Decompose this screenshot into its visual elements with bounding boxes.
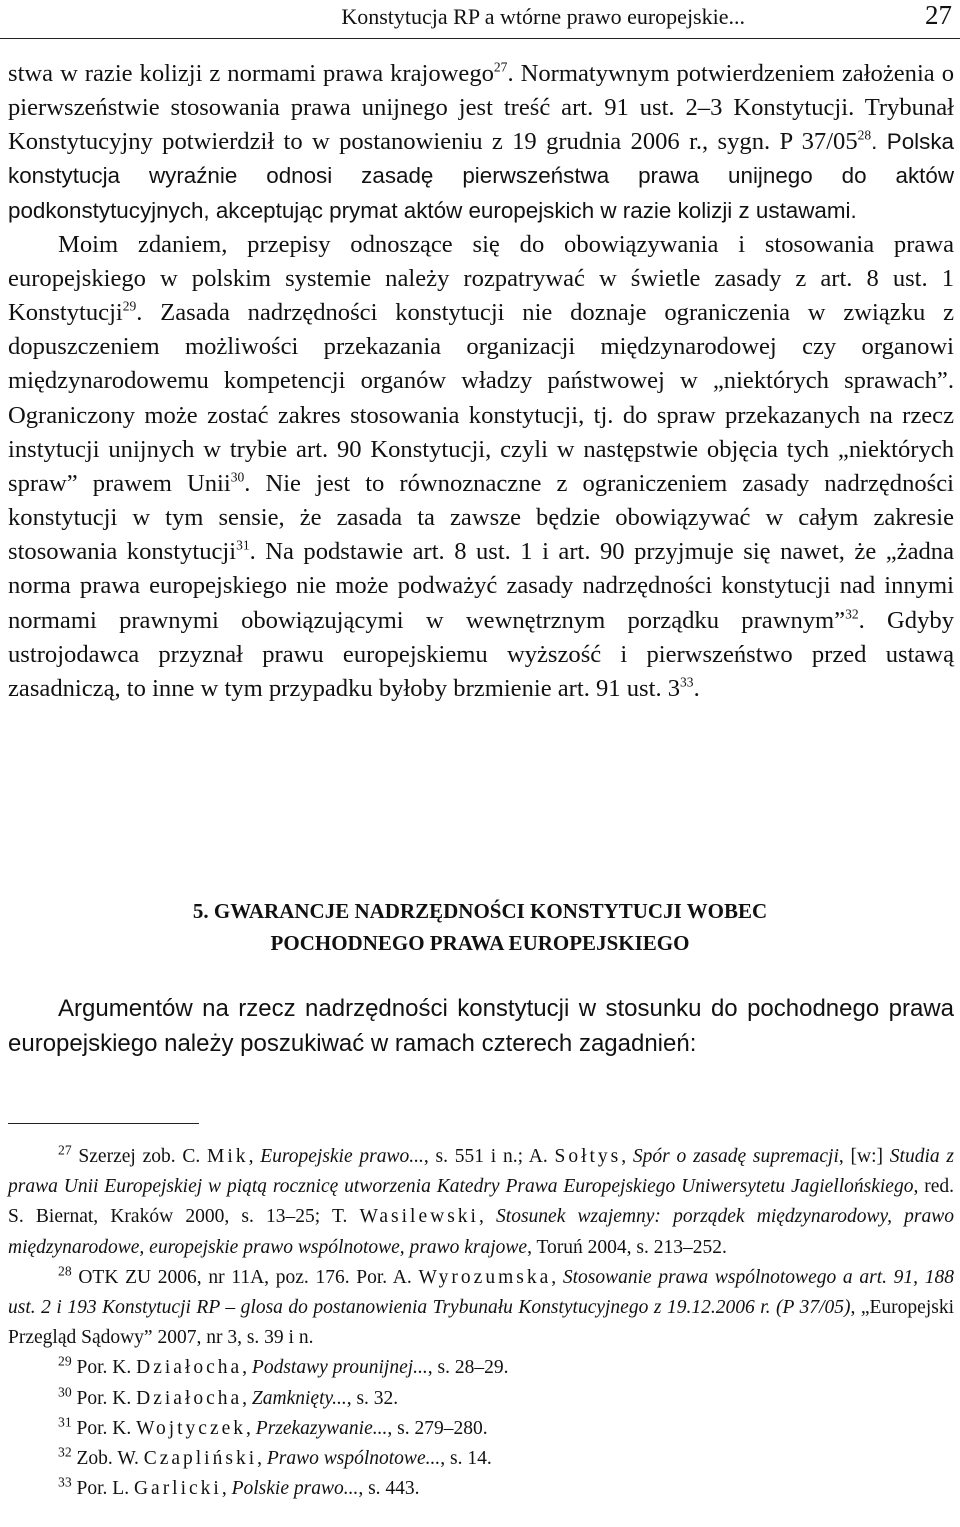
footnote-number: 28: [58, 1263, 72, 1279]
footnote-ref-28[interactable]: 28: [857, 127, 872, 143]
footnote-ref-30[interactable]: 30: [230, 469, 245, 485]
work-title: Polskie prawo...: [231, 1478, 359, 1500]
text-run: . Na podstawie art. 8 ust. 1 i art. 90 przyjmuje się nawet, że „żadna norma prawa europejskiego nie może podważyć zasady nadrzędności konstytucji nad innymi normami prawnymi obowiązującymi w wewnętrznym porządku prawnym”: [8, 538, 955, 634]
footnote-27: [8, 1142, 954, 1263]
author-name: Sołtys: [554, 1146, 622, 1167]
footnote-number: 33: [58, 1474, 72, 1490]
footnote-text: ,: [551, 1266, 563, 1288]
footnote-text: Por. K.: [76, 1417, 137, 1439]
footnote-text: Zob. W.: [76, 1448, 144, 1470]
page-number: 27: [925, 0, 952, 30]
author-name: Czapliński: [143, 1448, 258, 1470]
footnote-text: ,: [246, 1417, 256, 1439]
footnote-number: 29: [58, 1353, 72, 1369]
footnote-number: 32: [58, 1444, 72, 1460]
author-name: Garlicki: [133, 1478, 222, 1500]
footnote-text: ,: [478, 1206, 497, 1228]
footnote-number: 30: [58, 1384, 72, 1400]
footnote-30: [8, 1384, 954, 1414]
section-heading-line-2: POCHODNEGO PRAWA EUROPEJSKIEGO: [270, 931, 690, 955]
author-name: Wasilewski: [359, 1206, 479, 1228]
running-title: Konstytucja RP a wtórne prawo europejskie...: [341, 4, 745, 29]
footnote-text: Por. K.: [76, 1357, 137, 1379]
footnote-text: ,: [242, 1357, 252, 1379]
section-heading-line-1: 5. GWARANCJE NADRZĘDNOŚCI KONSTYTUCJI WOBEC: [192, 899, 768, 923]
text-run: . Zasada nadrzędności konstytucji nie doznaje ograniczenia w związku z dopuszczeniem możliwości przekazania organizacji międzynarodowej czy organowi międzynarodowemu kompetencji organów władzy państwowej w „niektórych sprawach”. Ograniczony może zostać zakres stosowania konstytucji, tj. do spraw przekazanych na rzecz instytucji unijnych w trybie art. 90 Konstytucji, czyli w następstwie objęcia tych „niektórych spraw” prawem Unii: [8, 299, 954, 497]
work-title: Przekazywanie...: [255, 1417, 388, 1439]
footnote-ref-33[interactable]: 33: [680, 674, 694, 690]
footnote-text: OTK ZU 2006, nr 11A, poz. 176. Por. A.: [78, 1266, 419, 1288]
text-run: . Normatywnym potwierdzeniem założenia o pierwszeństwie stosowania prawa unijnego jest treść art. 91 ust. 2–3 Konstytucji. Trybunał Konstytucyjny potwierdził to w postanowieniu z 19 grudnia 2006 r., sygn. P 37/05: [8, 60, 954, 156]
footnote-text: , red. S. Biernat, Kraków 2000, s. 13–25; T.: [8, 1176, 955, 1228]
footnote-text: , s. 443.: [358, 1478, 420, 1500]
footnote-text: , Toruń 2004, s. 213–252.: [527, 1236, 727, 1258]
footnote-text: , [w:]: [838, 1146, 890, 1167]
author-name: Wojtyczek: [136, 1417, 247, 1439]
work-title: Prawo wspólnotowe...: [266, 1448, 441, 1470]
work-title: Stosunek wzajemny: porządek międzynarodowy, prawo międzynarodowe, europejskie prawo wspólnotowe, prawo krajowe: [8, 1206, 955, 1258]
paragraph-2: [8, 228, 954, 706]
author-name: Wyrozumska: [418, 1266, 552, 1288]
author-name: Działocha: [136, 1387, 243, 1409]
work-title: Europejskie prawo...: [260, 1146, 424, 1167]
text-run: stwa w razie kolizji z normami prawa krajowego: [8, 60, 494, 87]
footnote-29: [8, 1353, 954, 1383]
text-run: . Nie jest to równoznaczne z ograniczeniem zasady nadrzędności konstytucji w tym sensie, że zasada ta zawsze będzie obowiązywać w całym zakresie stosowania konstytucji: [8, 469, 954, 566]
footnote-text: , s. 14.: [440, 1448, 492, 1470]
footnote-text: ,: [257, 1448, 267, 1470]
section-intro: [8, 991, 954, 1061]
text-run: Moim zdaniem, przepisy odnoszące się do obowiązywania i stosowania prawa europejskiego w polskim systemie należy rozpatrywać w świetle zasady z art. 8 ust. 1 Konstytucji: [8, 230, 954, 327]
footnote-text: , s. 28–29.: [427, 1357, 509, 1379]
paragraph-1: [8, 57, 954, 228]
running-header: [0, 0, 960, 39]
section-heading: [0, 895, 960, 959]
footnote-text: ,: [242, 1387, 252, 1409]
text-run: . Polska konstytucja wyraźnie odnosi zasadę pierwszeństwa prawa unijnego do aktów podkonstytucyjnych, akceptując prymat aktów europejskich w razie kolizji z ustawami.: [8, 129, 954, 223]
intro-paragraph: Argumentów na rzecz nadrzędności konstytucji w stosunku do pochodnego prawa europejskiego należy poszukiwać w ramach czterech zagadnień:: [8, 995, 954, 1057]
footnote-ref-32[interactable]: 32: [845, 605, 859, 621]
footnote-text: , s. 32.: [346, 1387, 399, 1409]
footnote-text: ,: [221, 1478, 232, 1500]
footnote-text: , s. 551 i n.; A.: [423, 1146, 555, 1167]
work-title: Studia z prawa Unii Europejskiej w piątą rocznicę utworzenia Katedry Prawa Europejskiego Uniwersytetu Jagiellońskiego: [8, 1146, 954, 1198]
main-text: [8, 57, 954, 706]
work-title: Stosowanie prawa wspólnotowego a art. 91, 188 ust. 2 i 193 Konstytucji RP – glosa do postanowienia Trybunału Konstytucyjnego z 19.12.2006 r. (P 37/05): [8, 1266, 955, 1319]
footnote-number: 27: [58, 1142, 72, 1158]
footnote-33: [8, 1474, 954, 1504]
footnote-ref-31[interactable]: 31: [236, 537, 250, 553]
footnote-text: Por. K.: [76, 1387, 137, 1409]
footnote-32: [8, 1444, 954, 1474]
footnote-text: Szerzej zob. C.: [78, 1146, 208, 1167]
footnote-28: [8, 1263, 954, 1354]
footnote-ref-27[interactable]: 27: [493, 59, 508, 75]
footnote-number: 31: [58, 1414, 72, 1430]
author-name: Działocha: [136, 1357, 243, 1379]
footnote-31: [8, 1414, 954, 1444]
footnote-text: , „Europejski Przegląd Sądowy” 2007, nr 3, s. 39 i n.: [8, 1297, 955, 1349]
work-title: Zamknięty...: [251, 1387, 347, 1409]
footnote-divider: [8, 1123, 199, 1124]
work-title: Spór o zasadę supremacji: [632, 1146, 839, 1167]
footnote-ref-29[interactable]: 29: [122, 298, 137, 314]
footnote-text: ,: [248, 1146, 261, 1167]
work-title: Podstawy prounijnej...: [251, 1357, 428, 1379]
author-name: Mik: [207, 1146, 249, 1167]
footnotes: [8, 1142, 954, 1504]
text-run: .: [693, 674, 700, 702]
footnote-text: , s. 279–280.: [387, 1417, 488, 1439]
text-run: . Gdyby ustrojodawca przyznał prawu europejskiemu wyższość i pierwszeństwo przed ustawą zasadniczą, to inne w tym przypadku byłoby brzmienie art. 91 ust. 3: [8, 606, 954, 702]
footnote-text: ,: [621, 1146, 633, 1167]
footnote-text: Por. L.: [76, 1478, 134, 1500]
